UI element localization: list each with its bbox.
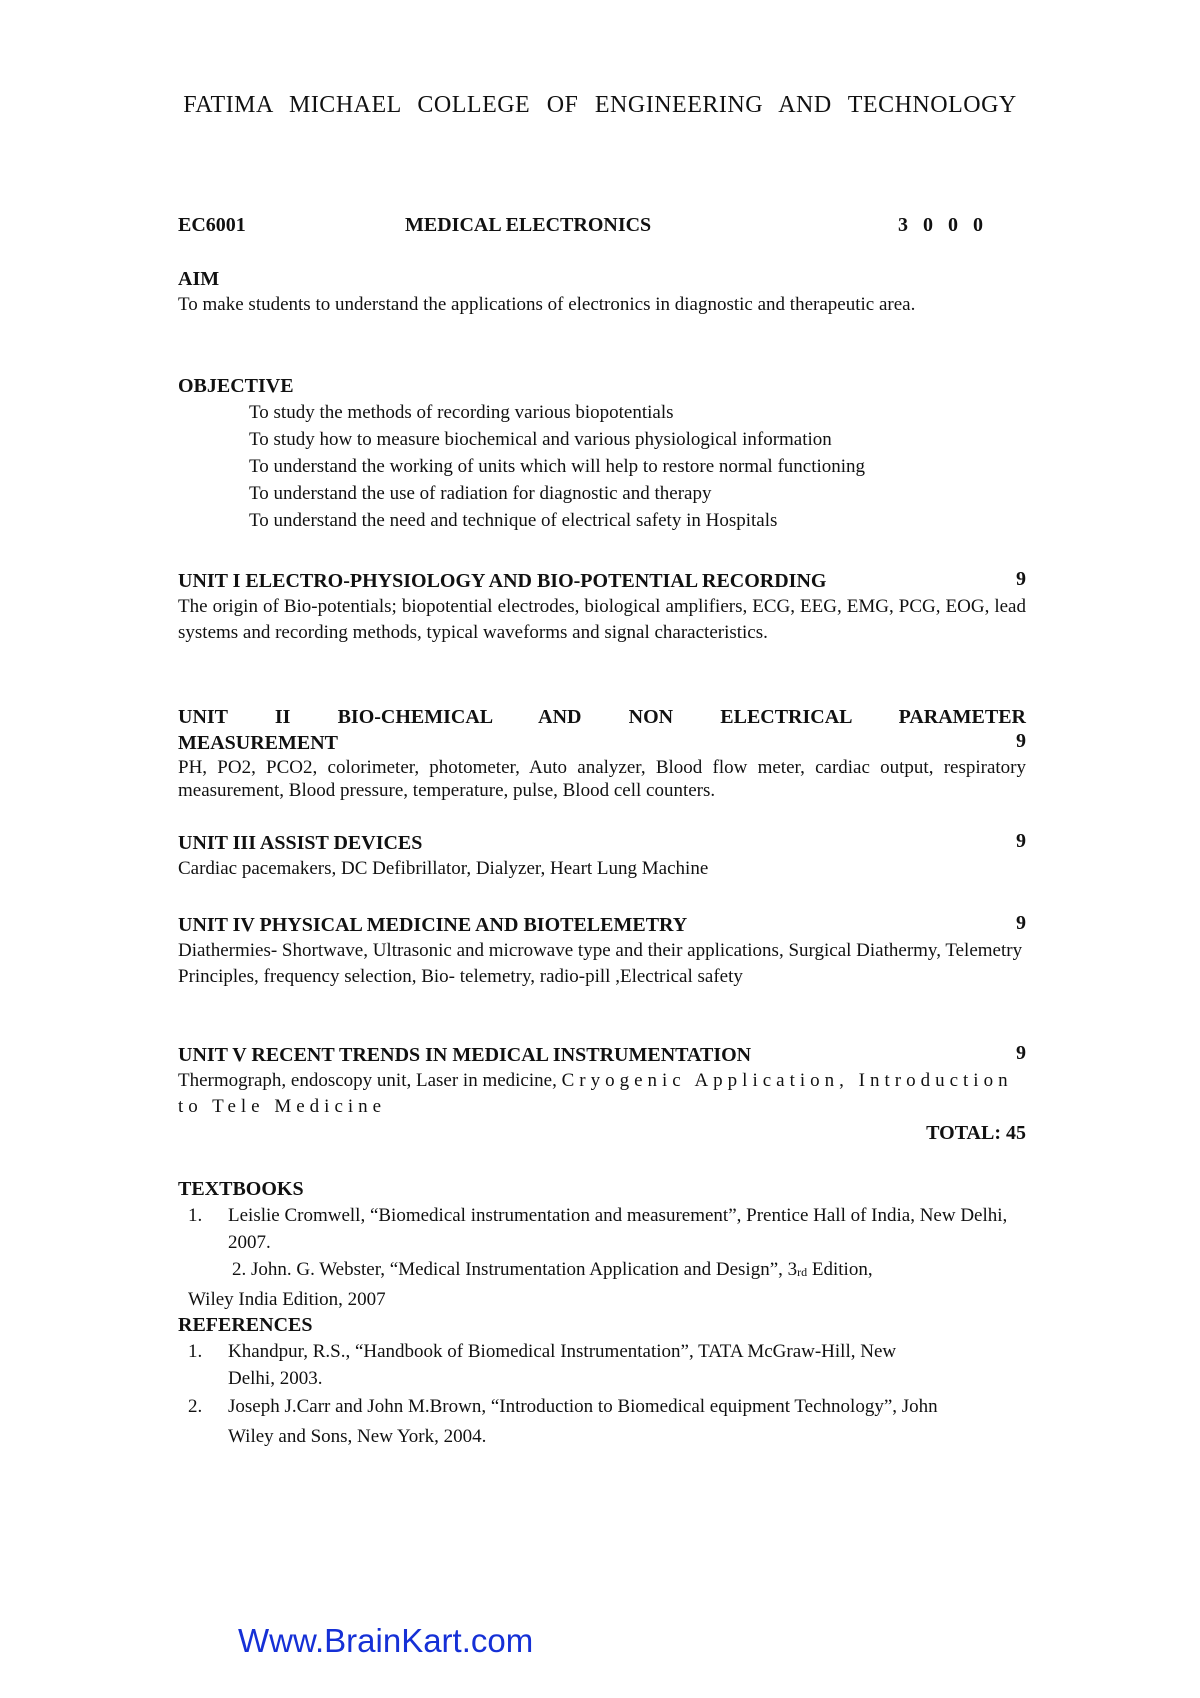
unit-4-hours: 9 — [1016, 912, 1026, 934]
total-hours: TOTAL: 45 — [926, 1122, 1026, 1144]
brainkart-watermark-link[interactable]: Www.BrainKart.com — [238, 1622, 534, 1659]
course-code: EC6001 — [178, 214, 246, 236]
unit-2-content: PH, PO2, PCO2, colorimeter, photometer, Auto analyzer, Blood flow meter, cardiac output, respiratory measurement, Blood pressure, temperature, pulse, Blood cell counters. — [178, 757, 1026, 801]
unit-5-hours: 9 — [1016, 1042, 1026, 1064]
reference-item — [178, 1392, 938, 1452]
unit-3-section — [178, 830, 1026, 882]
objective-list — [249, 399, 1026, 534]
reference-text: Khandpur, R.S., “Handbook of Biomedical Instrumentation”, TATA McGraw-Hill, New Delhi, 2003. — [228, 1341, 897, 1389]
textbook-item-2 — [178, 1256, 1026, 1286]
unit-1-hours: 9 — [1016, 568, 1026, 590]
unit-5-section — [178, 1042, 1026, 1146]
course-header — [178, 214, 1024, 242]
objective-heading: OBJECTIVE — [178, 375, 294, 397]
unit-1-title: UNIT I ELECTRO-PHYSIOLOGY AND BIO-POTENTIAL RECORDING — [178, 570, 827, 592]
unit-1-section — [178, 568, 1026, 646]
textbook-item — [178, 1202, 1026, 1256]
textbook-2-line2: Wiley India Edition, 2007 — [188, 1289, 386, 1310]
unit-5-content-part1: Thermograph, endoscopy unit, Laser in medicine, — [178, 1070, 562, 1091]
reference-number: 1. — [188, 1341, 203, 1362]
course-credits: 3 0 0 0 — [898, 214, 983, 236]
unit-4-title: UNIT IV PHYSICAL MEDICINE AND BIOTELEMETRY — [178, 914, 688, 936]
textbooks-section — [178, 1176, 1026, 1313]
unit-3-content: Cardiac pacemakers, DC Defibrillator, Dialyzer, Heart Lung Machine — [178, 858, 709, 879]
objective-item: To study how to measure biochemical and various physiological information — [249, 429, 832, 450]
references-section — [178, 1312, 1026, 1452]
textbooks-list — [178, 1202, 1026, 1256]
objective-section — [178, 373, 1026, 534]
college-name: FATIMA MICHAEL COLLEGE OF ENGINEERING AND TECHNOLOGY — [183, 92, 1017, 118]
textbook-2-text: 2. John. G. Webster, “Medical Instrumentation Application and Design”, 3 — [232, 1259, 798, 1280]
textbook-number: 1. — [188, 1205, 203, 1226]
objective-item: To understand the need and technique of electrical safety in Hospitals — [249, 510, 778, 531]
unit-2-hours: 9 — [1016, 730, 1026, 752]
reference-text: Joseph J.Carr and John M.Brown, “Introduction to Biomedical equipment Technology”, John Wiley and Sons, New York, 2004. — [228, 1396, 938, 1447]
unit-5-content-part2: Cryogenic Application, Introduction to Tele Medicine — [178, 1070, 1013, 1117]
aim-text: To make students to understand the applications of electronics in diagnostic and therapeutic area. — [178, 294, 916, 315]
unit-2-section — [178, 704, 1026, 802]
aim-heading: AIM — [178, 268, 220, 290]
references-list — [178, 1338, 938, 1452]
course-title: MEDICAL ELECTRONICS — [405, 214, 652, 236]
unit-4-section — [178, 912, 1026, 990]
objective-item: To understand the working of units which will help to restore normal functioning — [249, 456, 866, 477]
unit-1-content: The origin of Bio-potentials; biopotential electrodes, biological amplifiers, ECG, EEG, EMG, PCG, EOG, lead systems and recording methods, typical waveforms and signal characteristics. — [178, 596, 1026, 643]
unit-3-hours: 9 — [1016, 830, 1026, 852]
unit-5-title: UNIT V RECENT TRENDS IN MEDICAL INSTRUMENTATION — [178, 1044, 752, 1066]
textbooks-heading: TEXTBOOKS — [178, 1178, 304, 1200]
reference-item — [178, 1338, 938, 1392]
unit-5-content — [178, 1068, 1026, 1120]
reference-number: 2. — [188, 1396, 203, 1417]
aim-section — [178, 266, 1026, 318]
unit-2-title-line2: MEASUREMENT — [178, 732, 339, 754]
textbook-text: Leislie Cromwell, “Biomedical instrumentation and measurement”, Prentice Hall of India, New Delhi, 2007. — [228, 1205, 1008, 1253]
unit-2-title-line1: UNIT II BIO-CHEMICAL AND NON ELECTRICAL PARAMETER — [178, 706, 1026, 728]
references-heading: REFERENCES — [178, 1314, 313, 1336]
textbook-2-ordinal: rd — [797, 1265, 808, 1279]
objective-item: To study the methods of recording various biopotentials — [249, 402, 674, 423]
textbook-2-text-end: Edition, — [807, 1259, 873, 1280]
unit-3-title: UNIT III ASSIST DEVICES — [178, 832, 423, 854]
unit-4-content: Diathermies- Shortwave, Ultrasonic and microwave type and their applications, Surgical Diathermy, Telemetry Principles, frequency selection, Bio- telemetry, radio-pill ,Electrical safety — [178, 940, 1023, 987]
objective-item: To understand the use of radiation for diagnostic and therapy — [249, 483, 712, 504]
